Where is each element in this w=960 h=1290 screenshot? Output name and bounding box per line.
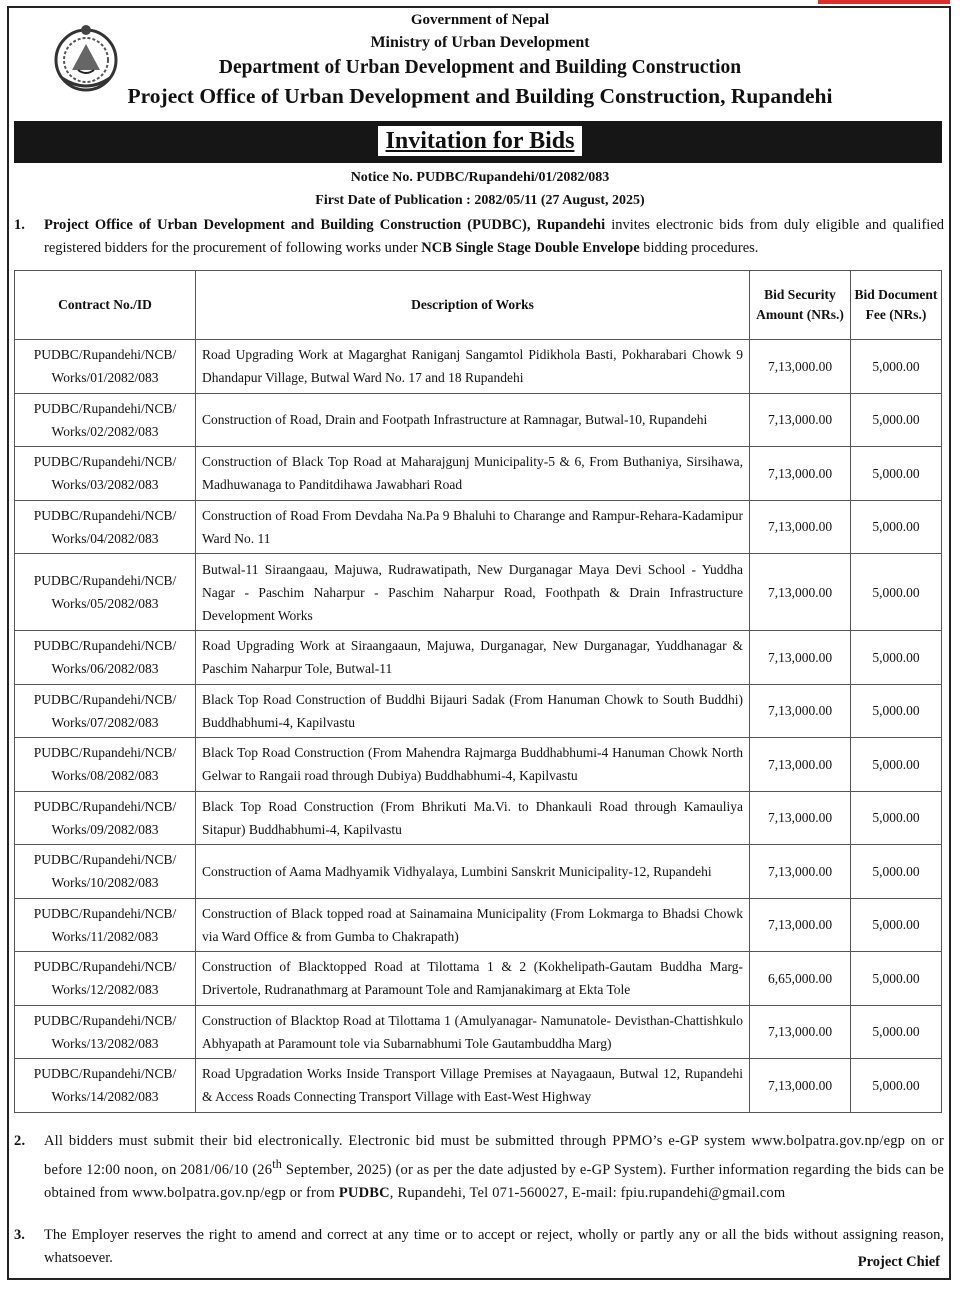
- paragraph-3: [14, 1224, 944, 1270]
- work-description: Butwal-11 Siraangaau, Majuwa, Rudrawatipath, New Durganagar Maya Devi School - Yuddha Nagar - Paschim Naharpur - Paschim Naharpur Road, Foothpath & Drain Infrastructure Development Works: [196, 554, 750, 631]
- work-description: Construction of Blacktop Road at Tilottama 1 (Amulyanagar- Namunatole- Devisthan-Chattishkulo Abhyapath at Paramount tole via Subarnabhumi Tole Gautambuddha Marg): [196, 1005, 750, 1059]
- bid-security: 7,13,000.00: [750, 791, 851, 845]
- document-fee: 5,000.00: [851, 738, 942, 792]
- contract-id: PUDBC/Rupandehi/NCB/ Works/07/2082/083: [15, 684, 196, 738]
- notice-number: Notice No. PUDBC/Rupandehi/01/2082/083: [350, 170, 610, 185]
- table-row: [15, 1059, 942, 1113]
- header-fee: Bid Document Fee (NRs.): [851, 271, 942, 340]
- bold-pudbc: PUDBC: [338, 1184, 390, 1201]
- document-fee: 5,000.00: [851, 340, 942, 394]
- work-description: Black Top Road Construction of Buddhi Bijauri Sadak (From Hanuman Chowk to South Buddhi) Buddhabhumi-4, Kapilvastu: [196, 684, 750, 738]
- para1-text1: invites electronic bids from duly eligible and qualified registered bidders for the procurement of following works under: [44, 217, 945, 256]
- bid-security: 7,13,000.00: [750, 554, 851, 631]
- table-row: [15, 393, 942, 447]
- document-fee: 5,000.00: [851, 500, 942, 554]
- contract-id: PUDBC/Rupandehi/NCB/ Works/04/2082/083: [15, 500, 196, 554]
- para3-text: The Employer reserves the right to amend and correct at any time or to accept or reject, wholly or partly any or all the bids without assigning reason, whatsoever.: [44, 1227, 944, 1266]
- document-fee: 5,000.00: [851, 898, 942, 952]
- work-description: Road Upgrading Work at Magarghat Raniganj Sangamtol Pidikhola Basti, Pokharabari Chowk 9 Dhandapur Village, Butwal Ward No. 17 and 18 Rupandehi: [196, 340, 750, 394]
- table-row: [15, 447, 942, 501]
- office-line: Project Office of Urban Development and Building Construction, Rupandehi: [127, 84, 833, 108]
- header-contract: Contract No./ID: [15, 271, 196, 340]
- paragraph-number: 1.: [14, 217, 25, 233]
- bid-security: 7,13,000.00: [750, 898, 851, 952]
- document-fee: 5,000.00: [851, 952, 942, 1006]
- work-description: Construction of Aama Madhyamik Vidhyalaya, Lumbini Sanskrit Municipality-12, Rupandehi: [196, 845, 750, 899]
- paragraph-2: [14, 1130, 944, 1205]
- document-fee: 5,000.00: [851, 554, 942, 631]
- contract-id: PUDBC/Rupandehi/NCB/ Works/14/2082/083: [15, 1059, 196, 1113]
- document-fee: 5,000.00: [851, 393, 942, 447]
- table-row: [15, 631, 942, 685]
- work-description: Construction of Black Top Road at Maharajgunj Municipality-5 & 6, From Buthaniya, Sirsihawa, Madhuwanaga to Panditdihawa Jawabhari Road: [196, 447, 750, 501]
- gov-line: Government of Nepal: [410, 12, 550, 28]
- contract-id: PUDBC/Rupandehi/NCB/ Works/12/2082/083: [15, 952, 196, 1006]
- bid-security: 7,13,000.00: [750, 340, 851, 394]
- table-header-row: [15, 271, 942, 340]
- para2-text2: September, 2025) (or as per the date adjusted by e-GP System). Further information regarding the bids can be obtained from www.bolpatra.gov.np/egp or from: [44, 1161, 944, 1201]
- bid-security: 6,65,000.00: [750, 952, 851, 1006]
- para2-superscript: th: [272, 1157, 282, 1171]
- para2-text3: , Rupandehi, Tel 071-560027, E-mail: fpiu.rupandehi@gmail.com: [389, 1184, 786, 1201]
- work-description: Road Upgrading Work at Siraangaaun, Majuwa, Durganagar, New Durganagar, Yuddhanagar & Paschim Naharpur Tole, Butwal-11: [196, 631, 750, 685]
- table-row: [15, 952, 942, 1006]
- contract-id: PUDBC/Rupandehi/NCB/ Works/06/2082/083: [15, 631, 196, 685]
- paragraph-1: [14, 214, 944, 260]
- document-fee: 5,000.00: [851, 791, 942, 845]
- header-description: Description of Works: [196, 271, 750, 340]
- work-description: Black Top Road Construction (From Bhrikuti Ma.Vi. to Dhankauli Road through Kamauliya Sitapur) Buddhabhumi-4, Kapilvastu: [196, 791, 750, 845]
- table-row: [15, 340, 942, 394]
- document-fee: 5,000.00: [851, 1005, 942, 1059]
- table-row: [15, 738, 942, 792]
- work-description: Construction of Road, Drain and Footpath Infrastructure at Ramnagar, Butwal-10, Rupandehi: [196, 393, 750, 447]
- work-description: Construction of Road From Devdaha Na.Pa 9 Bhaluhi to Charange and Rampur-Rehara-Kadamipur Ward No. 11: [196, 500, 750, 554]
- department-line: Department of Urban Development and Building Construction: [218, 57, 742, 78]
- contract-id: PUDBC/Rupandehi/NCB/ Works/09/2082/083: [15, 791, 196, 845]
- work-description: Construction of Blacktopped Road at Tilottama 1 & 2 (Kokhelipath-Gautam Buddha Marg- Drivertole, Rudranathmarg at Paramount Tole and Ramjanakimarg at Ekta Tole: [196, 952, 750, 1006]
- bid-security: 7,13,000.00: [750, 500, 851, 554]
- document-fee: 5,000.00: [851, 845, 942, 899]
- ministry-line: Ministry of Urban Development: [370, 34, 590, 51]
- contract-id: PUDBC/Rupandehi/NCB/ Works/01/2082/083: [15, 340, 196, 394]
- document-fee: 5,000.00: [851, 631, 942, 685]
- para2-text1: All bidders must submit their bid electronically. Electronic bid must be submitted through PPMO’s e-GP system www.bolpatra.gov.np/egp on or before 12:00 noon, on 2081/06/10 (26: [44, 1133, 944, 1178]
- contract-id: PUDBC/Rupandehi/NCB/ Works/11/2082/083: [15, 898, 196, 952]
- contract-id: PUDBC/Rupandehi/NCB/ Works/03/2082/083: [15, 447, 196, 501]
- bid-security: 7,13,000.00: [750, 1059, 851, 1113]
- bid-security: 7,13,000.00: [750, 845, 851, 899]
- contract-id: PUDBC/Rupandehi/NCB/ Works/05/2082/083: [15, 554, 196, 631]
- table-row: [15, 898, 942, 952]
- work-description: Construction of Black topped road at Sainamaina Municipality (From Lokmarga to Bhadsi Chowk via Ward Office & from Gumba to Chakrapath): [196, 898, 750, 952]
- table-row: [15, 500, 942, 554]
- bid-security: 7,13,000.00: [750, 447, 851, 501]
- document-fee: 5,000.00: [851, 1059, 942, 1113]
- bid-security: 7,13,000.00: [750, 1005, 851, 1059]
- title-wrapper: [0, 126, 960, 156]
- contract-id: PUDBC/Rupandehi/NCB/ Works/08/2082/083: [15, 738, 196, 792]
- table-row: [15, 554, 942, 631]
- bid-security: 7,13,000.00: [750, 393, 851, 447]
- para1-text2: bidding procedures.: [639, 240, 759, 256]
- document-fee: 5,000.00: [851, 447, 942, 501]
- signature: Project Chief: [857, 1254, 940, 1270]
- table-row: [15, 845, 942, 899]
- work-description: Black Top Road Construction (From Mahendra Rajmarga Buddhabhumi-4 Hanuman Chowk North Gelwar to Rangaii road through Dubiya) Buddhabhumi-4, Kapilvastu: [196, 738, 750, 792]
- bid-security: 7,13,000.00: [750, 631, 851, 685]
- contract-id: PUDBC/Rupandehi/NCB/ Works/13/2082/083: [15, 1005, 196, 1059]
- paragraph-number: 2.: [14, 1133, 26, 1149]
- contract-id: PUDBC/Rupandehi/NCB/ Works/02/2082/083: [15, 393, 196, 447]
- publication-date: First Date of Publication : 2082/05/11 (27 August, 2025): [315, 193, 645, 208]
- contract-id: PUDBC/Rupandehi/NCB/ Works/10/2082/083: [15, 845, 196, 899]
- paragraph-number: 3.: [14, 1227, 25, 1243]
- work-description: Road Upgradation Works Inside Transport Village Premises at Nayagaaun, Butwal 12, Rupandehi & Access Roads Connecting Transport Village with East-West Highway: [196, 1059, 750, 1113]
- page-title: Invitation for Bids: [378, 126, 583, 156]
- table-row: [15, 684, 942, 738]
- bold-procedure: NCB Single Stage Double Envelope: [421, 240, 640, 256]
- document-fee: 5,000.00: [851, 684, 942, 738]
- bids-table: [14, 270, 942, 1113]
- top-accent-bar: [818, 0, 950, 4]
- table-row: [15, 791, 942, 845]
- table-row: [15, 1005, 942, 1059]
- bid-security: 7,13,000.00: [750, 684, 851, 738]
- bold-office: Project Office of Urban Development and Building Construction (PUDBC), Rupandehi: [44, 217, 606, 233]
- bid-security: 7,13,000.00: [750, 738, 851, 792]
- header-security: Bid Security Amount (NRs.): [750, 271, 851, 340]
